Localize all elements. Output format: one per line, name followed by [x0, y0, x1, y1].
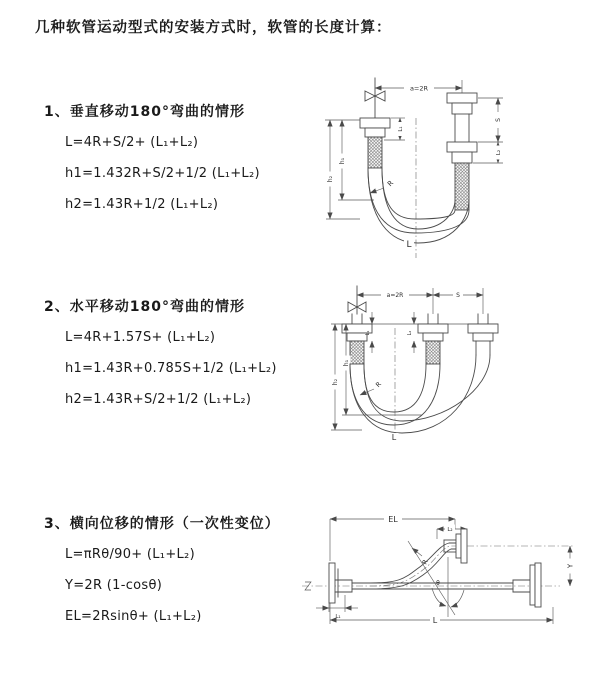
- dimension-l2: [407, 312, 414, 353]
- right-upper-flange: [447, 93, 477, 114]
- radius-callout: [360, 380, 383, 395]
- dimension-s: [433, 291, 483, 300]
- formula-line: EL=2Rsinθ+ (L₁+L₂): [65, 609, 202, 624]
- section-1-heading: 1、垂直移动180°弯曲的情形: [44, 104, 245, 120]
- braided-hose-section: [455, 163, 469, 210]
- diagram-lateral-displacement: [298, 505, 600, 637]
- svg-text:R: R: [386, 179, 396, 189]
- svg-text:L₂: L₂: [496, 149, 502, 156]
- dimension-l1: [316, 595, 358, 620]
- svg-text:L₁: L₁: [365, 330, 371, 336]
- svg-text:h₂: h₂: [332, 378, 340, 386]
- middle-pipe: [418, 314, 448, 364]
- section-3: [44, 513, 280, 632]
- section-2-heading: 2、水平移动180°弯曲的情形: [44, 299, 245, 315]
- page-title: 几种软管运动型式的安装方式时，软管的长度计算：: [35, 20, 392, 36]
- formula-line: L=4R+S/2+ (L₁+L₂): [65, 135, 199, 150]
- svg-text:h₁: h₁: [343, 359, 351, 367]
- s-curve-hose: [370, 540, 456, 589]
- svg-text:L: L: [391, 433, 397, 442]
- diagram-horizontal-180-bend: [310, 278, 600, 466]
- formula-line: h2=1.43R+S/2+1/2 (L₁+L₂): [65, 392, 252, 407]
- svg-text:h₂: h₂: [327, 175, 335, 183]
- left-flange: [360, 118, 390, 137]
- braided-hose-section: [368, 137, 382, 168]
- svg-text:a=2R: a=2R: [409, 84, 429, 93]
- svg-text:S: S: [495, 118, 503, 122]
- left-flange: [329, 563, 352, 603]
- svg-text:L: L: [432, 616, 438, 625]
- upper-flange: [456, 529, 467, 563]
- svg-text:h₁: h₁: [339, 157, 347, 165]
- right-pipe: [447, 93, 477, 210]
- dimension-a2r: [357, 291, 433, 300]
- formula-line: h2=1.43R+1/2 (L₁+L₂): [65, 197, 219, 212]
- svg-text:L₁: L₁: [335, 614, 341, 620]
- dimension-l1: [365, 312, 372, 353]
- formula-line: L=4R+1.57S+ (L₁+L₂): [65, 330, 216, 345]
- length-label: [404, 239, 414, 250]
- svg-text:a=2R: a=2R: [386, 292, 404, 300]
- hose-arcs: [368, 168, 469, 243]
- section-3-heading: 3、横向位移的情形（一次性变位）: [44, 516, 280, 532]
- right-pipe: [468, 314, 498, 355]
- svg-text:R: R: [374, 380, 384, 390]
- dimension-el: [330, 513, 455, 561]
- svg-text:L₂: L₂: [407, 330, 413, 336]
- formula-line: h1=1.432R+S/2+1/2 (L₁+L₂): [65, 166, 260, 181]
- right-lower-flange: [447, 142, 477, 163]
- section-1: [44, 101, 260, 220]
- radius-callout: [412, 548, 430, 566]
- length-label: [390, 433, 399, 443]
- svg-text:θ: θ: [436, 580, 440, 587]
- dimension-h2: [326, 120, 361, 219]
- svg-text:L₂: L₂: [447, 527, 453, 533]
- svg-text:L₁: L₁: [398, 126, 404, 132]
- svg-text:L: L: [406, 240, 412, 250]
- dimension-l2: [494, 142, 502, 163]
- section-2: [44, 296, 277, 415]
- svg-text:S: S: [456, 292, 460, 300]
- formula-line: Y=2R (1-cosθ): [65, 578, 163, 593]
- dimension-l: [330, 603, 553, 625]
- formula-line: L=πRθ/90+ (L₁+L₂): [65, 547, 195, 562]
- diagram-vertical-180-bend: [312, 66, 597, 262]
- formula-line: h1=1.43R+0.785S+1/2 (L₁+L₂): [65, 361, 277, 376]
- right-flange: [530, 563, 541, 607]
- hose-arcs: [350, 355, 490, 433]
- dimension-a2r: [375, 80, 462, 93]
- svg-text:EL: EL: [388, 514, 398, 524]
- svg-text:Y: Y: [566, 563, 575, 569]
- svg-text:R: R: [420, 558, 430, 566]
